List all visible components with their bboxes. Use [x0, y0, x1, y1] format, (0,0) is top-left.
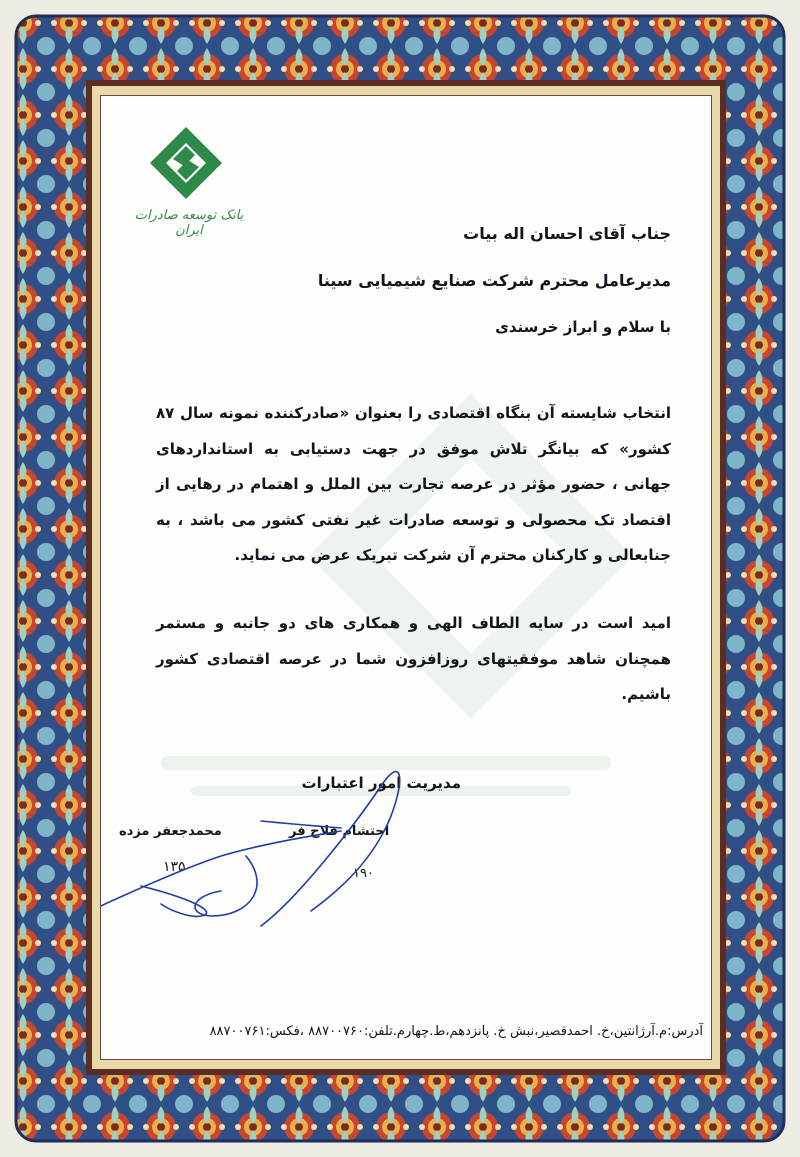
body-paragraph-2: امید است در سایه الطاف الهی و همکاری های دو جانبه و مستمر همچنان شاهد موفقیتهای روزافزون شما در عرصه اقتصادی کشور باشیم. [156, 614, 671, 703]
signatory-number-1: ۱۳۵ [163, 859, 186, 875]
recipient-name: جناب آقای احسان اله بیات [463, 224, 671, 243]
footer-address: آدرس:م.آرژانتین،خ. احمدقصیر،نبش خ. پانزدهم،ط.چهارم.تلفن:۸۸۷۰۰۷۶۰ ،فکس:۸۸۷۰۰۷۶۱ [209, 1024, 703, 1039]
letter-paper [100, 95, 712, 1060]
greeting: با سلام و ابراز خرسندی [495, 318, 671, 336]
recipient-title: مدیرعامل محترم شرکت صنایع شیمیایی سینا [317, 271, 671, 290]
handwritten-signature [101, 96, 712, 1060]
signatory-name-2: محمدجعفر مزده [119, 824, 222, 839]
body-paragraph-1: انتخاب شایسته آن بنگاه اقتصادی را بعنوان «صادرکننده نمونه سال ۸۷ کشور» که بیانگر تلاش موفق در جهت دستیابی به استانداردهای جهانی ، حضور مؤثر در عرصه تجارت بین الملل و اهتمام در رهایی از اقتصاد تک محصولی و توسعه صادرات غیر نفتی کشور می باشد ، به جنابعالی و کارکنان محترم آن شرکت تبریک عرض می نماید. [156, 404, 671, 564]
signatory-number-2: ۱۹۰ [353, 866, 374, 881]
signatory-name-1: احتشام فلاح فر [289, 824, 390, 839]
signatory-department: مدیریت امور اعتبارات [301, 774, 461, 792]
bank-name: بانک توسعه صادرات ایران [134, 208, 244, 238]
